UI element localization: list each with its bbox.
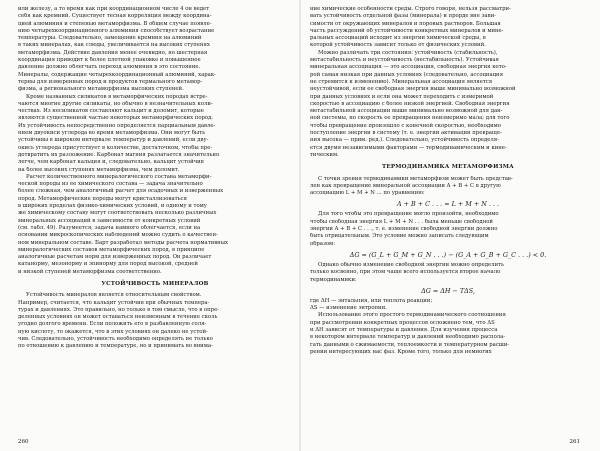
text-line: Например, считается, что кальцит устойчив при обычных темпера- [18,299,210,306]
text-line: чтобы превращение произошло с конечной скоростью, необходимо [310,122,501,129]
text-line: и ΔH зависят от температуры и давления. Для изучения процесса [310,326,498,333]
text-line: дотвратить их разложение. Карбонат магния разлагается значительно [18,151,220,158]
right-text-mid2 [310,211,586,247]
text-line: при рассмотрении конкретных процессов осложнено тем, что ΔS [310,319,495,326]
text-line: нием двуокиси углерода во время метаморфизма. Они могут быть [18,130,205,137]
text-line: метастабильной ассоциации выше минимально возможной для дан- [310,108,503,115]
text-line: С точки зрения термодинамики метаморфизм может быть представ- [318,175,513,182]
text-line: температуры. Следовательно, замещение кремния на алюминий [18,35,202,42]
text-line: чив. Следовательно, устойчивость необходимо определять не только [18,336,213,343]
text-line: ную кислоту, то окажется, что в этих условиях он далеко не устой- [18,328,208,335]
formula-reaction: A + B + C . . . = L + M + N . . . [396,200,500,209]
text-line: поступление энергии в систему (т. е. энергии активации превраще- [310,130,502,137]
text-line: минеральная ассоциация — это ассоциация, свободная энергия кото- [310,64,507,71]
text-line: чаются многие другие силикаты, но обычно в незначительных коли- [18,100,213,107]
text-line: же химическому составу могут соответствовать несколько различных [18,210,217,217]
text-line: ном минеральном составе. Барт разработал методы расчета нормативных [18,239,228,246]
text-line: более сложная, чем аналогичный расчет для осадочных и изверженных [18,188,224,195]
text-line: ние химические особенности среды. Строго говоря, нельзя рассматри- [310,6,511,12]
right-text-mid4 [310,298,586,313]
text-line: терны для измеренных пород и продуктов термального метамор- [18,78,203,85]
text-line: Устойчивость минералов является относительным свойством. [26,292,202,299]
text-line: себя как кремний. Существует тесная корреляция между координа- [18,13,212,20]
text-line: в таких минералах, как слюды, увеличивается на высоких ступенях [18,42,210,49]
formula-gibbs: ΔG = ΔH − TΔS, [421,286,475,295]
text-line: быть отрицательным. Это условие можно записать следующим [310,233,489,240]
text-line: при данных условиях и если она может переходить с измеримой [310,93,494,100]
text-line: Для того чтобы это превращение могло произойти, необходимо [318,211,499,218]
text-line: ральных ассоциаций исходит из энергии химической среды, в [310,35,486,42]
text-line: только косвенно, при этом чаще всего используется второе начало [310,269,501,276]
text-line: по отношению к давлению и температуре, но и принимать во внима- [18,343,213,350]
text-line: симости от окружающих минералов и поровых растворов. Большая [310,20,501,27]
text-line: легче, чем карбонат кальция и, следовательно, кальцит устойчив [18,159,204,166]
text-line: являются существенной частью некоторых метаморфических пород. [18,115,214,122]
text-line: гать данными о сжимаемости, теплоемкости и температурном расши- [310,341,510,348]
text-line: цией алюминия и степенью метаморфизма. В общем случае появле- [18,20,212,27]
left-text-bottom [18,292,292,350]
text-line: Однако обычно изменение свободной энергии можно определить [318,261,504,268]
text-line: ется двумя независимыми факторами — термодинамическим и кине- [310,144,507,151]
text-line: ассоциацию L + M + N ... по уравнению: [310,190,425,197]
right-text-bottom [310,312,586,356]
formula-free-energy: ΔG = (G_L + G_M + G_N . . .) − (G_A + G_B + G_C . . .) < 0. [349,250,547,259]
right-page [300,0,600,451]
text-line: которой устойчивость зависит только от физических условий. [310,42,486,49]
text-line: давление должно облегчать переход алюминия в это состояние. [18,64,201,71]
text-line: где ΔH — энтальпия, или теплота реакции; [310,297,433,304]
text-line: (см. табл. 49). Разумеется, задача намного облегчается, если на [18,224,201,231]
text-line: Минералы, содержащие четырехкоординационный алюминий, харак- [18,71,216,78]
text-line: деленных условиях он может оставаться неизменным в течение сколь [18,314,218,321]
text-line: или железу, а то время как при координационном числе 4 он ведет [18,6,210,12]
text-line: катанорму, мезонорму и эпинорму для пород высокой, средней [18,261,198,268]
text-line: часть рассуждений об устойчивости конкретных минералов и мине- [310,27,504,34]
text-line: физма, а регионального метаморфизма высоких ступеней. [18,86,184,93]
text-line: не стремится к изменению). Минеральная ассоциация является [310,78,493,85]
text-line: образом: [310,240,335,247]
text-line: основании микроскопических наблюдений можно судить о качествен- [18,232,218,239]
text-line: рении интересующих нас фаз. Кроме того, только для немногих [310,348,492,355]
text-line: метаморфизма. Действие давления менее очевидно, но шестерная [18,49,208,56]
text-line: на более высоких ступенях метаморфизма, чем доломит. [18,166,180,173]
section-heading-thermodynamics: ТЕРМОДИНАМИКА МЕТАМОРФИЗМА [382,164,514,171]
text-line: минеральных ассоциаций в зависимости от конкретных условий [18,217,201,224]
text-line: неустойчивой, если ее свободная энергия выше минимально возможной [310,86,516,93]
text-line: чтобы свободная энергия L + M + N . . . была меньше свободной [310,218,493,225]
text-line: вать устойчивость отдельной фазы (минерала) и прорде вне зави- [310,13,496,20]
left-text-top [18,6,292,276]
text-line: ния высока — прим. ред.). Следовательно, устойчивость определя- [310,137,499,144]
text-line: в некотором интервале температур и давлений необходимо распола- [310,334,506,341]
text-line: аналогичные расчетам норм для изверженных пород. Он различает [18,254,212,261]
text-line: координация приводит к более плотной упаковке и повышенное [18,57,201,64]
text-line: окись углерода присутствует в количестве, достаточном, чтобы пре- [18,144,213,151]
text-line: скоростью в ассоциацию с более низкой энергией. Свободная энергия [310,100,510,107]
text-line: нию четырехкоординационного алюминия способствует возрастание [18,27,215,34]
right-text-mid1 [310,176,586,198]
page-number-right: 261 [569,439,580,445]
text-line: Кроме названных силикатов в метаморфических породах встре- [26,93,208,100]
text-line: метастабильность и неустойчивость (нестабильность). Устойчивая [310,57,499,64]
text-line: Можно различать три состояния: устойчивость (стабильность), [318,49,498,56]
text-line: в широких пределах физико-химических условий, и одному и тому [18,203,207,210]
text-line: минералогических составов метаморфических пород, в принципе [18,246,205,253]
text-line: и низкой ступеней метаморфизма соответственно. [18,268,162,275]
text-line: чествах. Из несиликатов составляют кальцит и доломит, которые [18,108,204,115]
text-line: пород. Метаморфические породы могут кристаллизоваться [18,195,187,202]
text-line: Расчет количественного минералогического состава метаморфи- [26,173,212,180]
text-line: рой самая низкая при данных условиях (следовательно, ассоциация [310,71,503,78]
text-line: угодно долгого времени. Если положить его в разбавленную соля- [18,321,207,328]
text-line: Использование этого простого термодинамического соотношения [318,312,506,319]
text-line: термодинамики: [310,276,357,283]
text-line: лен как превращение минеральной ассоциации A + B + C в другую [310,182,501,189]
text-line: Их устойчивость непосредственно определяется парциальным давле- [18,122,216,129]
page-number-left: 260 [18,439,29,445]
right-text-top [310,6,586,159]
right-text-mid3 [310,262,586,284]
section-heading-stability: УСТОЙЧИВОСТЬ МИНЕРАЛОВ [101,280,209,287]
text-line: ческой породы из ее химического состава — задача значительно [18,181,203,188]
text-line: устойчивы в широком интервале температур и давлений, если дву- [18,137,209,144]
text-line: турах и давлениях. Это правильно, но только в том смысле, что в опре- [18,306,220,313]
text-line: тическим. [310,151,339,158]
text-line: энергии A + B + C . . ., т. е. изменение свободной энергии должно [310,226,498,233]
text-line: ной системы, но скорость ее превращения неизмеримо мала; для того [310,115,510,122]
text-line: ΔS — изменение энтропии. [310,305,387,312]
